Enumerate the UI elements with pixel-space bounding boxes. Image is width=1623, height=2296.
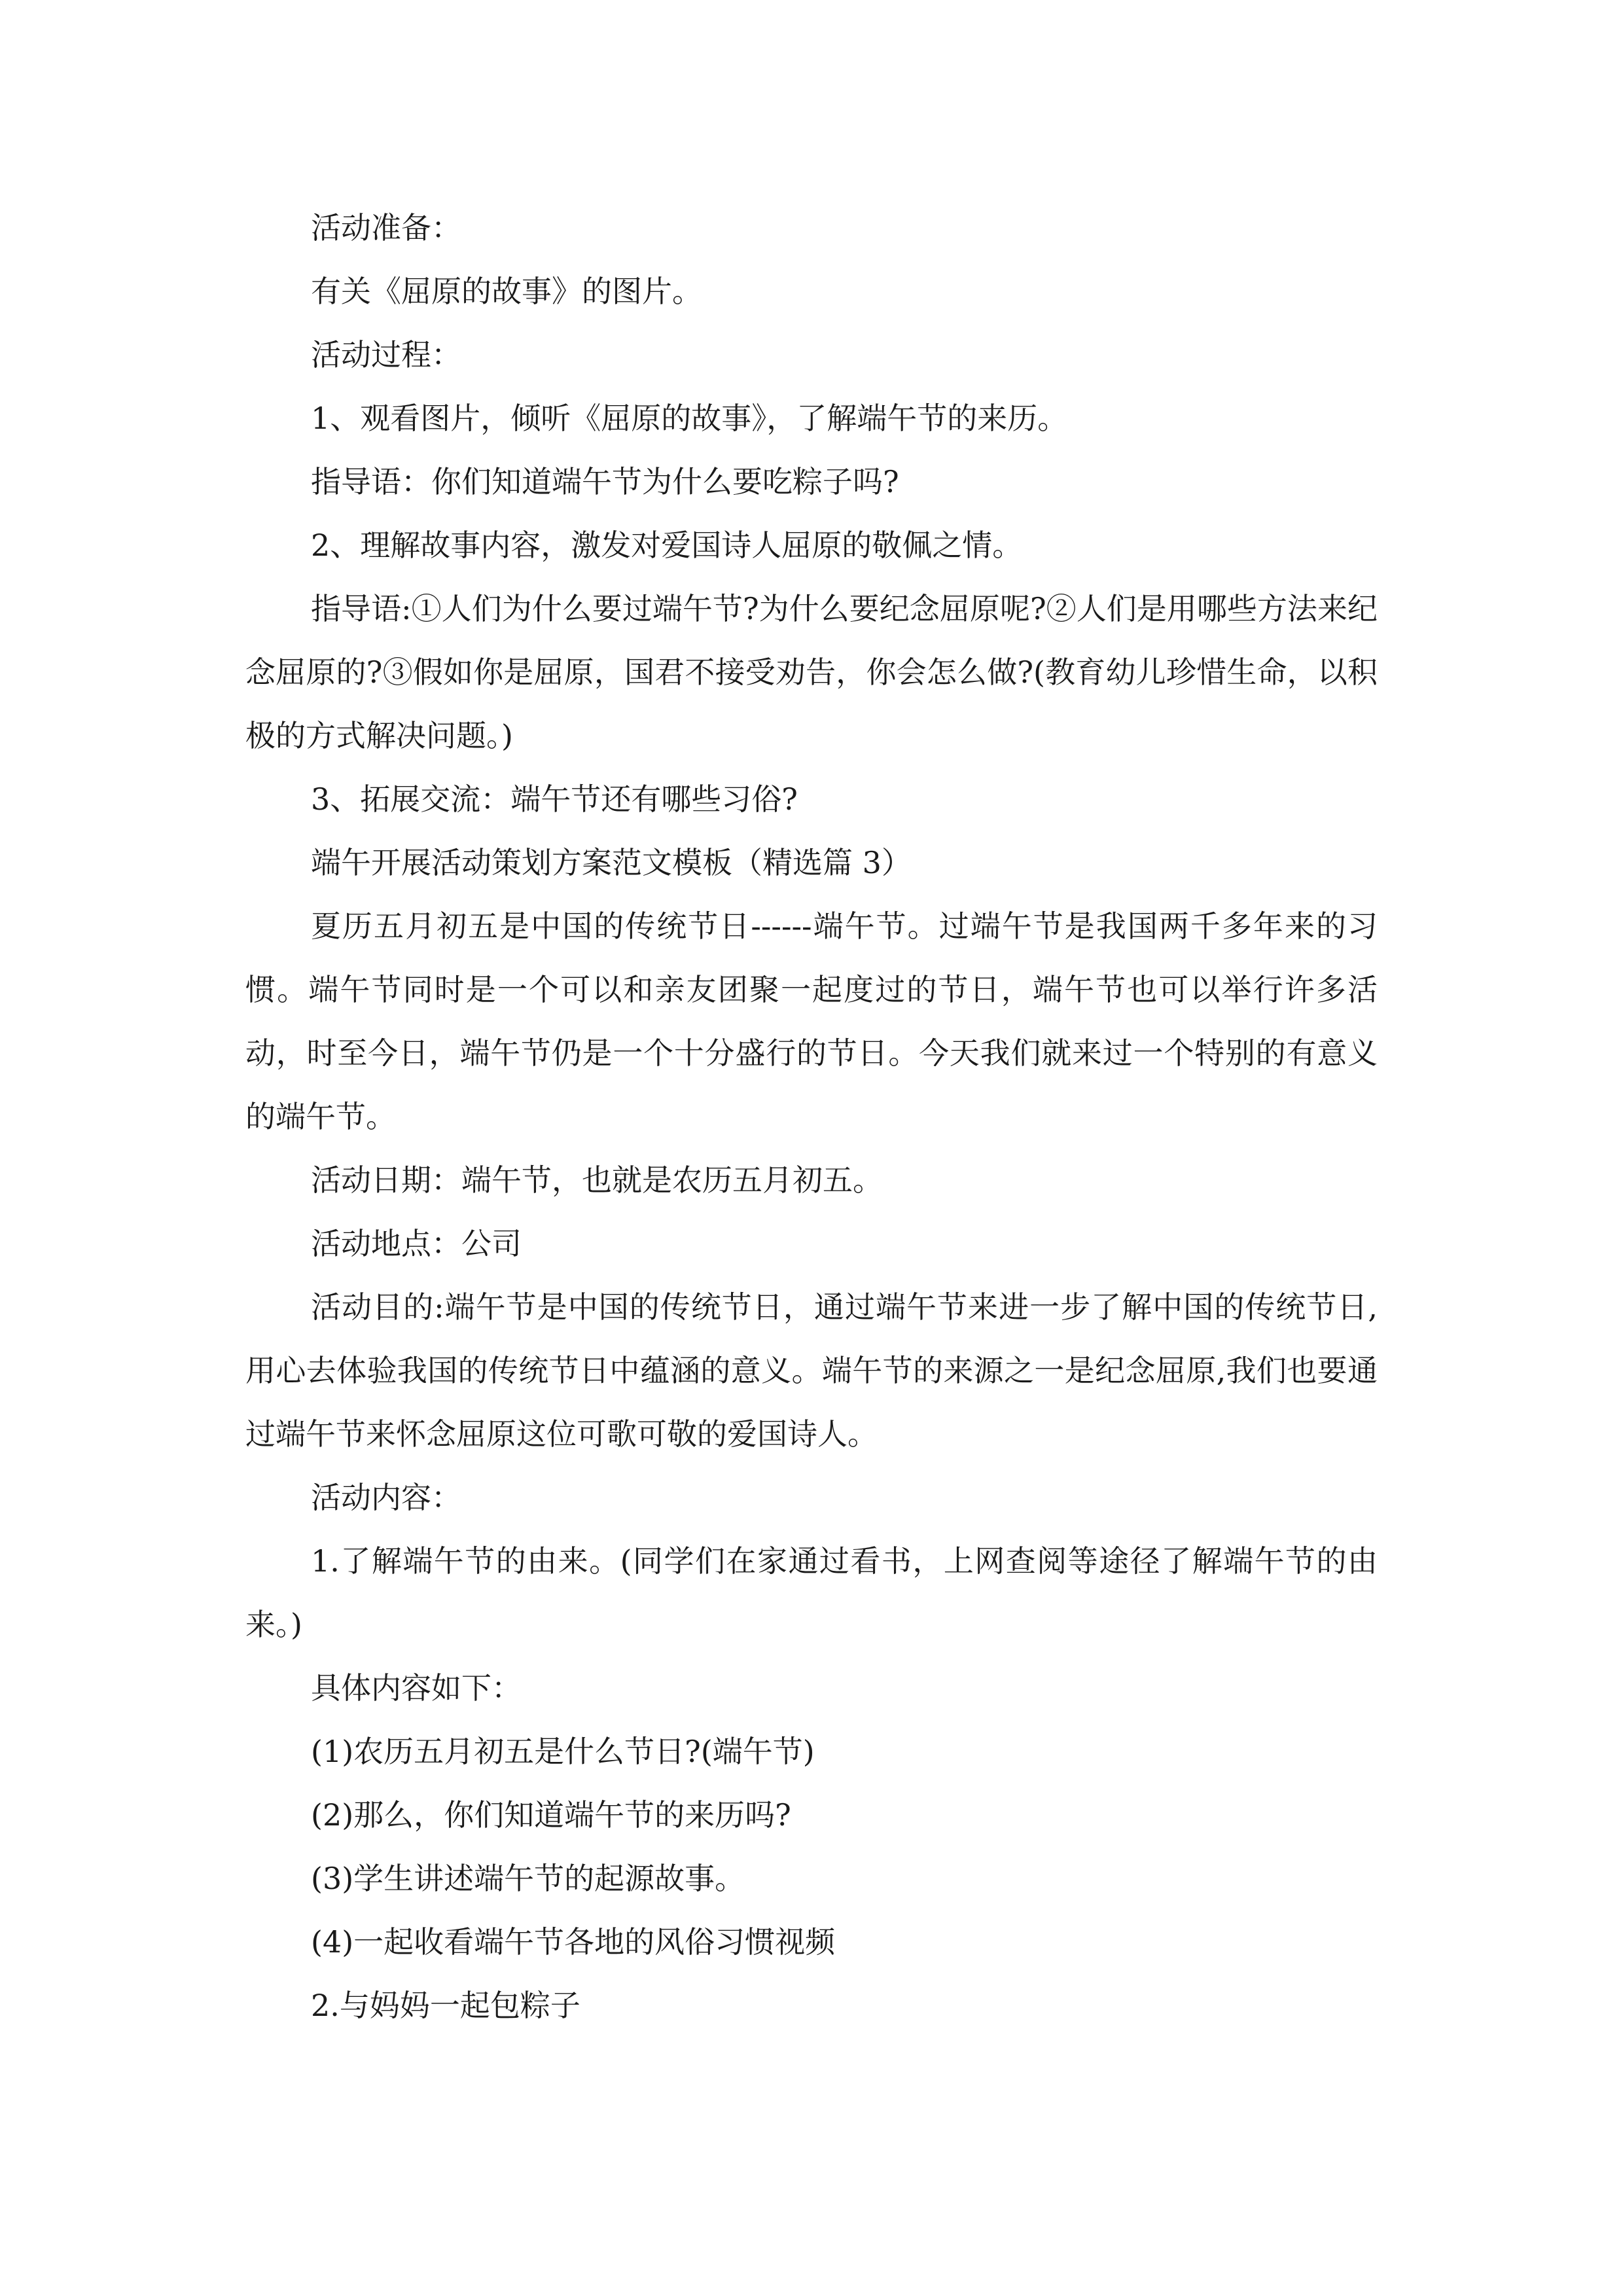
paragraph-details-heading: 具体内容如下： (311, 1670, 522, 1706)
paragraph-activity-location: 活动地点：公司 (311, 1226, 522, 1261)
paragraph-intro: 夏历五月初五是中国的传统节日------端午节。过端午节是我国两千多年来的习惯。端午节同时是一个可以和亲友团聚一起度过的节日，端午节也可以举行许多活动，时至今日，端午节仍是一个十分盛行的节日。今天我们就来过一个特别的有意义的端午节。 (245, 908, 1378, 1134)
paragraph-detail-2: (2)那么，你们知道端午节的来历吗? (311, 1797, 791, 1833)
paragraph-guide-1: 指导语：你们知道端午节为什么要吃粽子吗? (311, 464, 899, 499)
paragraph-activity-purpose: 活动目的:端午节是中国的传统节日，通过端午节来进一步了解中国的传统节日,用心去体验我国的传统节日中蕴涵的意义。端午节的来源之一是纪念屈原,我们也要通过端午节来怀念屈原这位可歌可敬的爱国诗人。 (245, 1289, 1378, 1452)
paragraph-activity-date: 活动日期：端午节，也就是农历五月初五。 (311, 1162, 883, 1198)
document-body (245, 196, 1378, 2037)
paragraph-step-1: 1、观看图片，倾听《屈原的故事》，了解端午节的来历。 (311, 401, 1068, 436)
paragraph-detail-3: (3)学生讲述端午节的起源故事。 (311, 1861, 745, 1896)
paragraph-guide-2: 指导语:①人们为什么要过端午节?为什么要纪念屈原呢?②人们是用哪些方法来纪念屈原的?③假如你是屈原，国君不接受劝告，你会怎么做?(教育幼儿珍惜生命，以积极的方式解决问题。) (245, 591, 1378, 753)
paragraph-detail-4: (4)一起收看端午节各地的风俗习惯视频 (311, 1924, 836, 1960)
paragraph-step-2: 2、理解故事内容，激发对爱国诗人屈原的敬佩之情。 (311, 528, 1023, 563)
paragraph-content-item-2: 2.与妈妈一起包粽子 (311, 1988, 580, 2023)
paragraph-content-item-1: 1.了解端午节的由来。(同学们在家通过看书，上网查阅等途径了解端午节的由来。) (245, 1543, 1378, 1642)
paragraph-section-title: 端午开展活动策划方案范文模板（精选篇 3） (311, 845, 912, 880)
paragraph-activity-preparation-heading: 活动准备： (311, 210, 461, 245)
paragraph-step-3: 3、拓展交流：端午节还有哪些习俗? (311, 781, 798, 817)
paragraph-detail-1: (1)农历五月初五是什么节日?(端午节) (311, 1734, 815, 1769)
paragraph-activity-content-heading: 活动内容： (311, 1480, 461, 1515)
paragraph-activity-process-heading: 活动过程： (311, 337, 461, 372)
paragraph-preparation-pictures: 有关《屈原的故事》的图片。 (311, 274, 702, 309)
